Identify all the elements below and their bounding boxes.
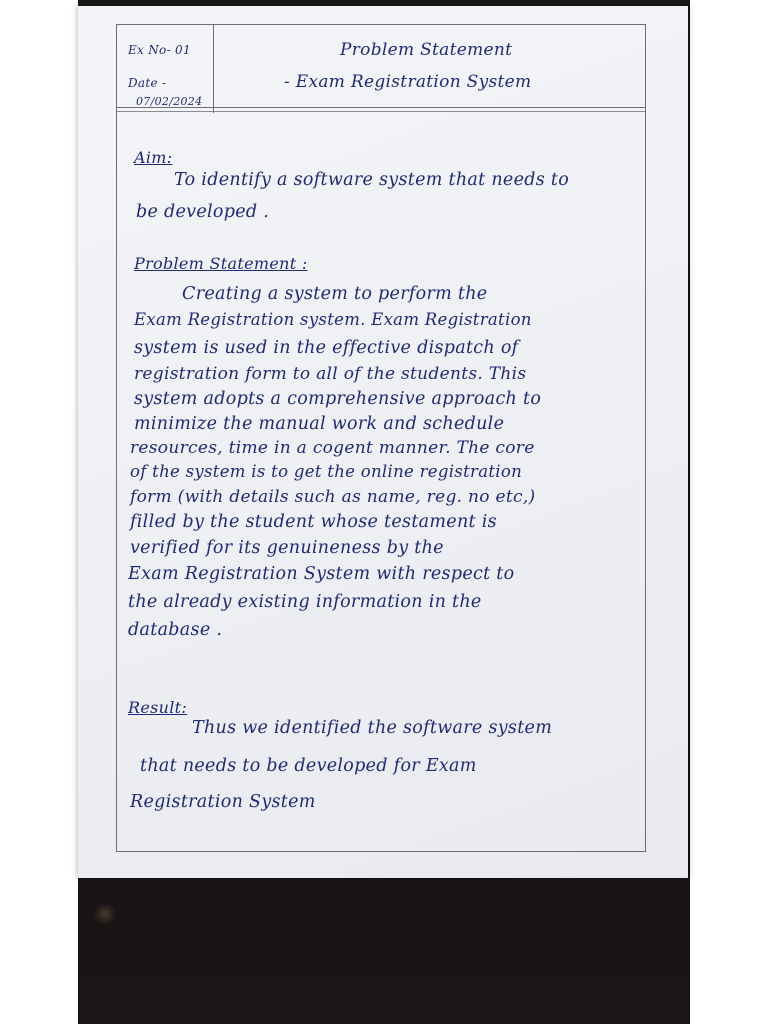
title-line-1: Problem Statement [340,40,513,60]
problem-line-7: resources, time in a cogent manner. The core [130,438,535,458]
result-heading: Result: [128,698,188,717]
problem-line-6: minimize the manual work and schedule [134,414,505,434]
problem-line-11: verified for its genuineness by the [130,538,444,558]
problem-line-8: of the system is to get the online registration [130,462,522,481]
problem-line-10: filled by the student whose testament is [130,512,497,532]
problem-line-1: Creating a system to perform the [182,284,488,304]
paper-sheet [78,6,688,878]
exercise-number: Ex No- 01 [128,43,191,57]
result-line-1: Thus we identified the software system [192,718,553,738]
problem-line-9: form (with details such as name, reg. no etc,) [130,487,536,507]
problem-line-12: Exam Registration System with respect to [128,564,515,584]
result-line-3: Registration System [130,792,316,812]
aim-line-1: To identify a software system that needs to [174,170,570,190]
problem-line-3: system is used in the effective dispatch of [134,338,519,358]
problem-line-2: Exam Registration system. Exam Registration [134,310,532,329]
problem-line-5: system adopts a comprehensive approach to [134,389,542,409]
date-label: Date - [128,76,167,90]
problem-heading: Problem Statement : [134,254,308,273]
title-line-2: - Exam Registration System [284,72,532,92]
problem-line-4: registration form to all of the students. This [134,364,527,384]
date-value: 07/02/2024 [136,95,203,108]
background-speck [92,905,118,923]
problem-line-14: database . [128,620,223,640]
result-line-2: that needs to be developed for Exam [140,756,477,776]
problem-line-13: the already existing information in the [128,592,482,612]
aim-heading: Aim: [134,148,173,167]
aim-line-2: be developed . [136,202,270,222]
